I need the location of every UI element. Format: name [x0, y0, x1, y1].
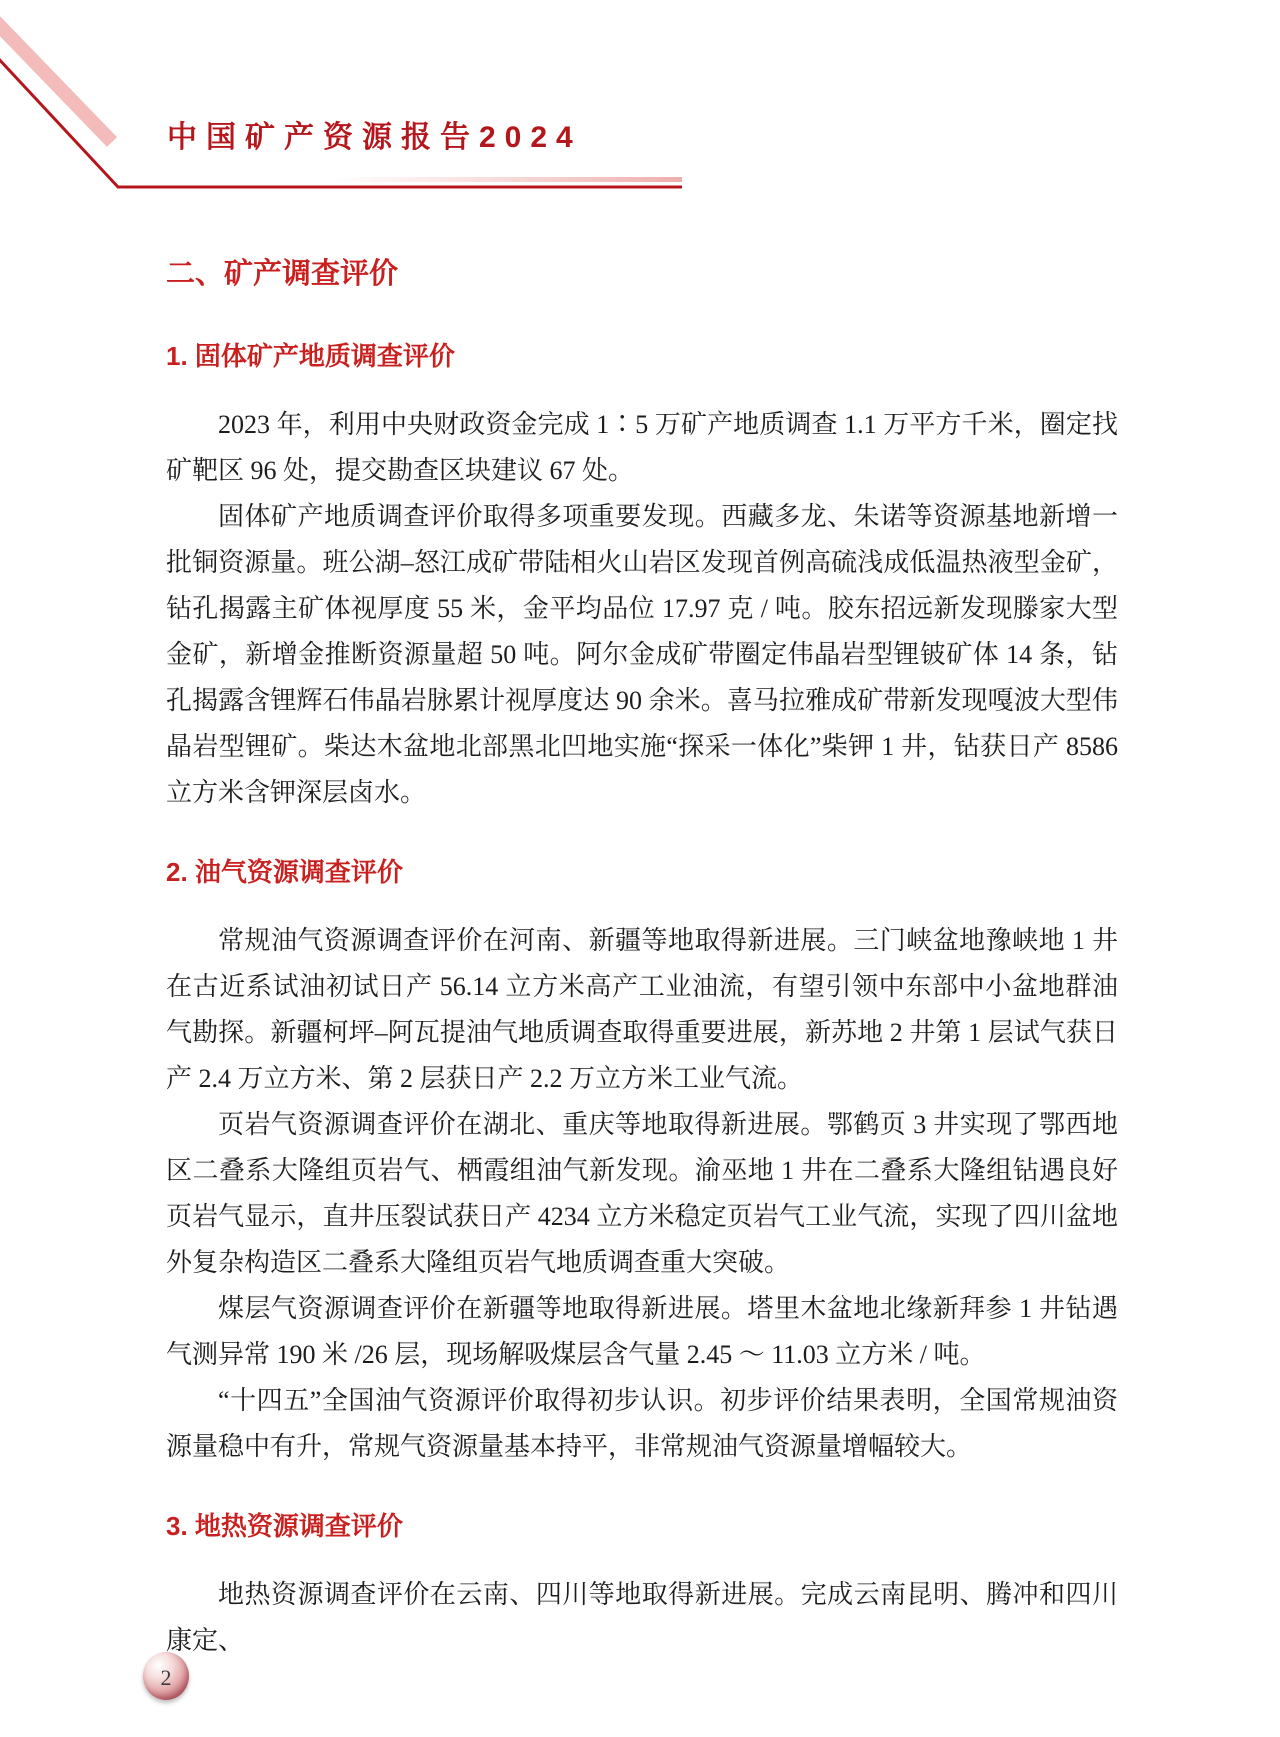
subsection-title-geothermal: 3. 地热资源调查评价: [166, 1511, 403, 1541]
page-number-ball: [143, 1652, 189, 1700]
subsection-title-solid-minerals: 1. 固体矿产地质调查评价: [166, 341, 455, 371]
paragraph-geothermal-1: 地热资源调查评价在云南、四川等地取得新进展。完成云南昆明、腾冲和四川康定、: [166, 1580, 1118, 1655]
corner-decoration: [0, 0, 760, 220]
paragraph-solid-minerals-1: 2023 年，利用中央财政资金完成 1∶5 万矿产地质调查 1.1 万平方千米，圈定找矿靶区 96 处，提交勘查区块建议 67 处。: [166, 410, 1118, 485]
paragraph-solid-minerals-2: 固体矿产地质调查评价取得多项重要发现。西藏多龙、朱诺等资源基地新增一批铜资源量。班公湖–怒江成矿带陆相火山岩区发现首例高硫浅成低温热液型金矿，钻孔揭露主矿体视厚度 55 米，金平均品位 17.97 克 / 吨。胶东招远新发现滕家大型金矿，新增金推断资源量超 50 吨。阿尔金成矿带圈定伟晶岩型锂铍矿体 14 条，钻孔揭露含锂辉石伟晶岩脉累计视厚度达 90 余米。喜马拉雅成矿带新发现嘎波大型伟晶岩型锂矿。柴达木盆地北部黑北凹地实施“探采一体化”柴钾 1 井，钻获日产 8586 立方米含钾深层卤水。: [166, 502, 1118, 807]
report-header-title: 中国矿产资源报告2024: [167, 121, 582, 154]
subsection-title-oil-gas: 2. 油气资源调查评价: [166, 857, 403, 887]
paragraph-oil-gas-1: 常规油气资源调查评价在河南、新疆等地取得新进展。三门峡盆地豫峡地 1 井在古近系试油初试日产 56.14 立方米高产工业油流，有望引领中东部中小盆地群油气勘探。新疆柯坪–阿瓦提油气地质调查取得重要进展，新苏地 2 井第 1 层试气获日产 2.4 万立方米、第 2 层获日产 2.2 万立方米工业气流。: [166, 926, 1118, 1093]
pink-fade-line: [330, 177, 682, 182]
pink-diagonal-stripe: [0, 20, 112, 142]
section-title: 二、矿产调查评价: [166, 258, 399, 290]
paragraph-oil-gas-4: “十四五”全国油气资源评价取得初步认识。初步评价结果表明，全国常规油资源量稳中有升，常规气资源量基本持平，非常规油气资源量增幅较大。: [166, 1386, 1118, 1461]
red-diagonal-line: [0, 56, 118, 187]
paragraph-oil-gas-2: 页岩气资源调查评价在湖北、重庆等地取得新进展。鄂鹤页 3 井实现了鄂西地区二叠系大隆组页岩气、栖霞组油气新发现。渝巫地 1 井在二叠系大隆组钻遇良好页岩气显示，直井压裂试获日产 4234 立方米稳定页岩气工业气流，实现了四川盆地外复杂构造区二叠系大隆组页岩气地质调查重大突破。: [166, 1110, 1118, 1277]
paragraph-oil-gas-3: 煤层气资源调查评价在新疆等地取得新进展。塔里木盆地北缘新拜参 1 井钻遇气测异常 190 米 /26 层，现场解吸煤层含气量 2.45 ～ 11.03 立方米 / 吨。: [166, 1294, 1118, 1369]
page-number: 2: [160, 1665, 172, 1690]
main-content: [166, 256, 1118, 1664]
